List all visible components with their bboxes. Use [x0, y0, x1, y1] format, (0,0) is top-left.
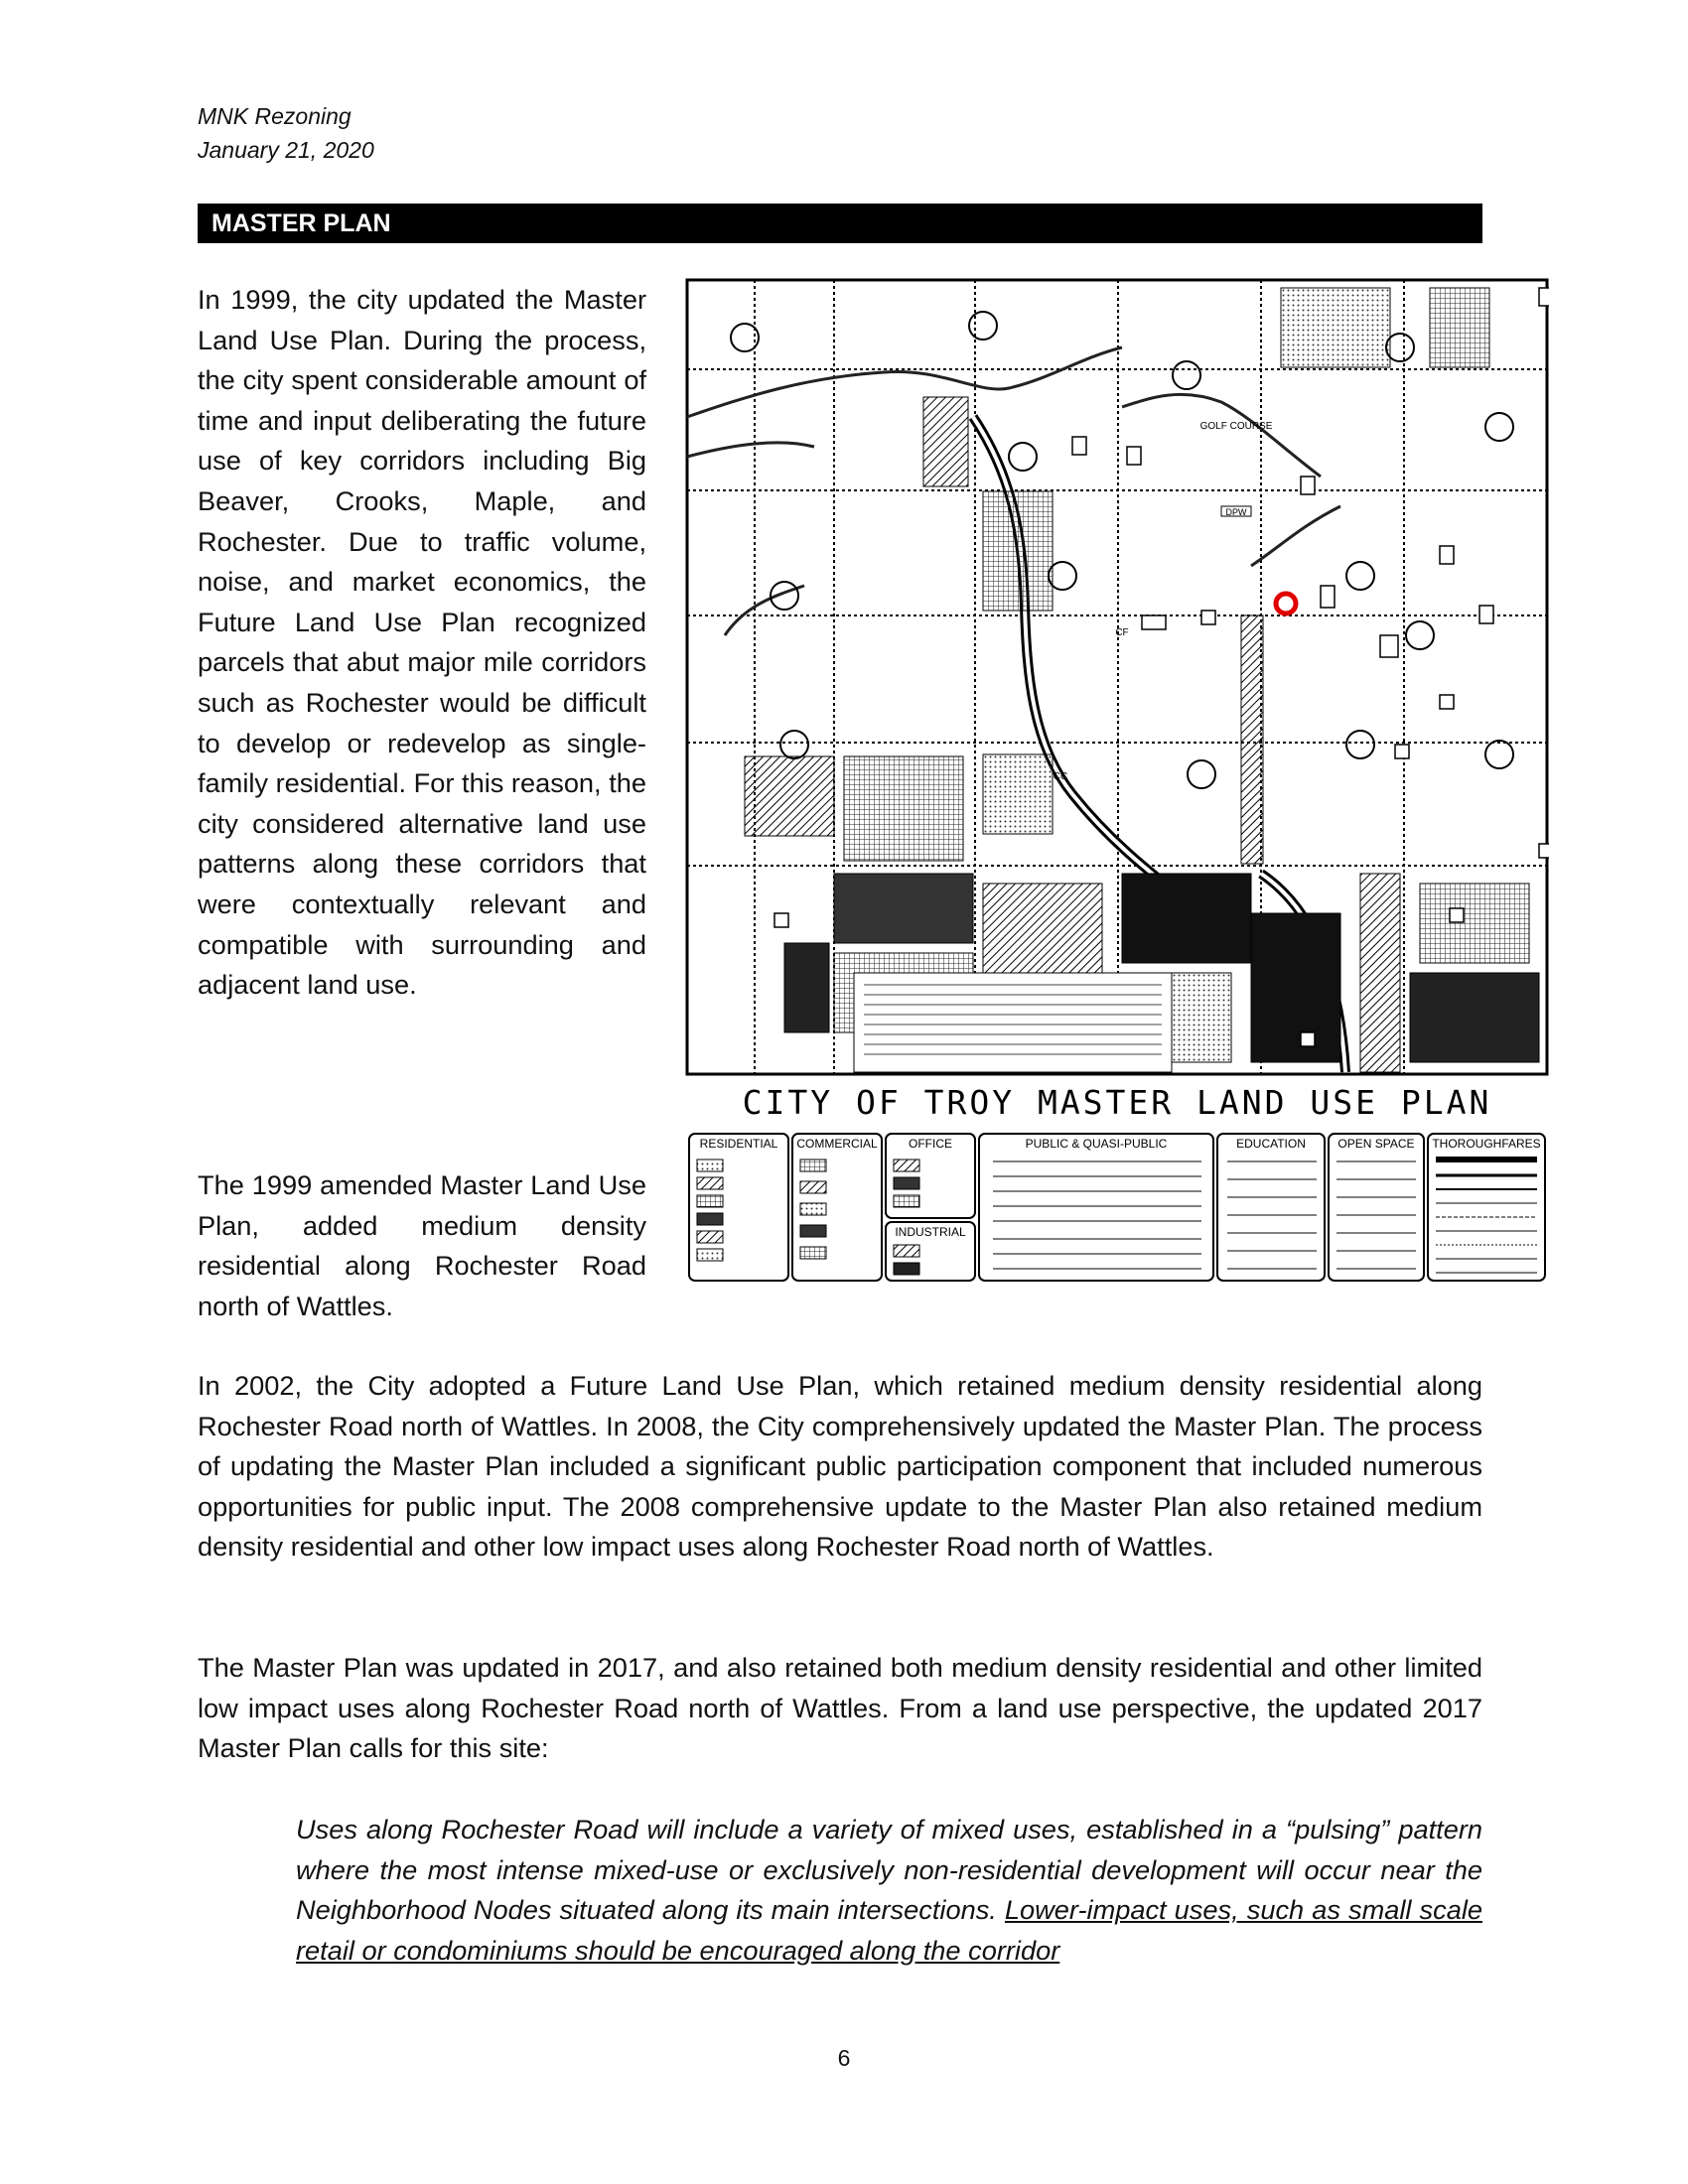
intro-paragraph: In 1999, the city updated the Master Land Use Plan. During the process, the city spent considerable amount of time and input deliberating the future use of key corridors including Big Beaver, Crooks, Maple, and Rochester. Due to traffic volume, noise, and market economics, the Future Land Use Plan recognized parcels that abut major mile corridors such as Rochester would be difficult to develop or redevelop as single-family residential. For this reason, the city considered alternative land use patterns along these corridors that were contextually relevant and compatible with surrounding and adjacent land use.: [198, 284, 646, 1001]
legend-open-space: OPEN SPACE: [1337, 1137, 1415, 1151]
legend-public: PUBLIC & QUASI-PUBLIC: [1025, 1137, 1168, 1151]
legend-office: OFFICE: [909, 1137, 952, 1151]
quote-underlined-text: Lower-impact uses, such as small scale retail or condominiums should be encouraged along the corridor: [296, 1894, 1482, 1966]
map-label-dpw: DPW: [1225, 507, 1247, 517]
legend-industrial: INDUSTRIAL: [895, 1225, 966, 1239]
land-use-map-image: [685, 278, 1549, 1291]
header-date: January 21, 2020: [198, 137, 374, 163]
header-title: MNK Rezoning: [198, 103, 352, 129]
map-label-golf: GOLF COURSE: [1199, 421, 1273, 432]
legend-residential: RESIDENTIAL: [699, 1137, 778, 1151]
map-label-cc: CC: [1053, 771, 1068, 782]
legend-thoroughfares: THOROUGHFARES: [1432, 1137, 1541, 1151]
intro-paragraph-2: The 1999 amended Master Land Use Plan, added medium density residential along Rochester Road north of Wattles.: [198, 1169, 646, 1321]
map-label-cf: CF: [1115, 627, 1129, 638]
legend-commercial: COMMERCIAL: [796, 1137, 878, 1151]
master-plan-quote: [296, 1810, 1482, 1971]
document-header: [198, 99, 374, 167]
paragraph-2002-2008: In 2002, the City adopted a Future Land Use Plan, which retained medium density residential along Rochester Road north of Wattles. In 2008, the City comprehensively updated the Master Plan. The process of updating the Master Plan included a significant public participation component that included numerous opportunities for public input. The 2008 comprehensive update to the Master Plan also retained medium density residential and other low impact uses along Rochester Road north of Wattles.: [198, 1370, 1482, 1563]
master-plan-map: [685, 278, 1549, 1291]
section-heading: MASTER PLAN: [198, 204, 1482, 243]
legend-education: EDUCATION: [1236, 1137, 1306, 1151]
page-number: 6: [837, 2045, 851, 2071]
map-title: CITY OF TROY MASTER LAND USE PLAN: [742, 1083, 1492, 1122]
quote-text: Uses along Rochester Road will include a variety of mixed uses, established in a “pulsing” pattern where the most intense mixed-use or exclusively non-residential development will occur near the Neighborhood Nodes situated along its main intersections.: [296, 1814, 1482, 1926]
paragraph-2017: The Master Plan was updated in 2017, and also retained both medium density residential and other limited low impact uses along Rochester Road north of Wattles. From a land use perspective, the updated 2017 Master Plan calls for this site:: [198, 1652, 1482, 1764]
